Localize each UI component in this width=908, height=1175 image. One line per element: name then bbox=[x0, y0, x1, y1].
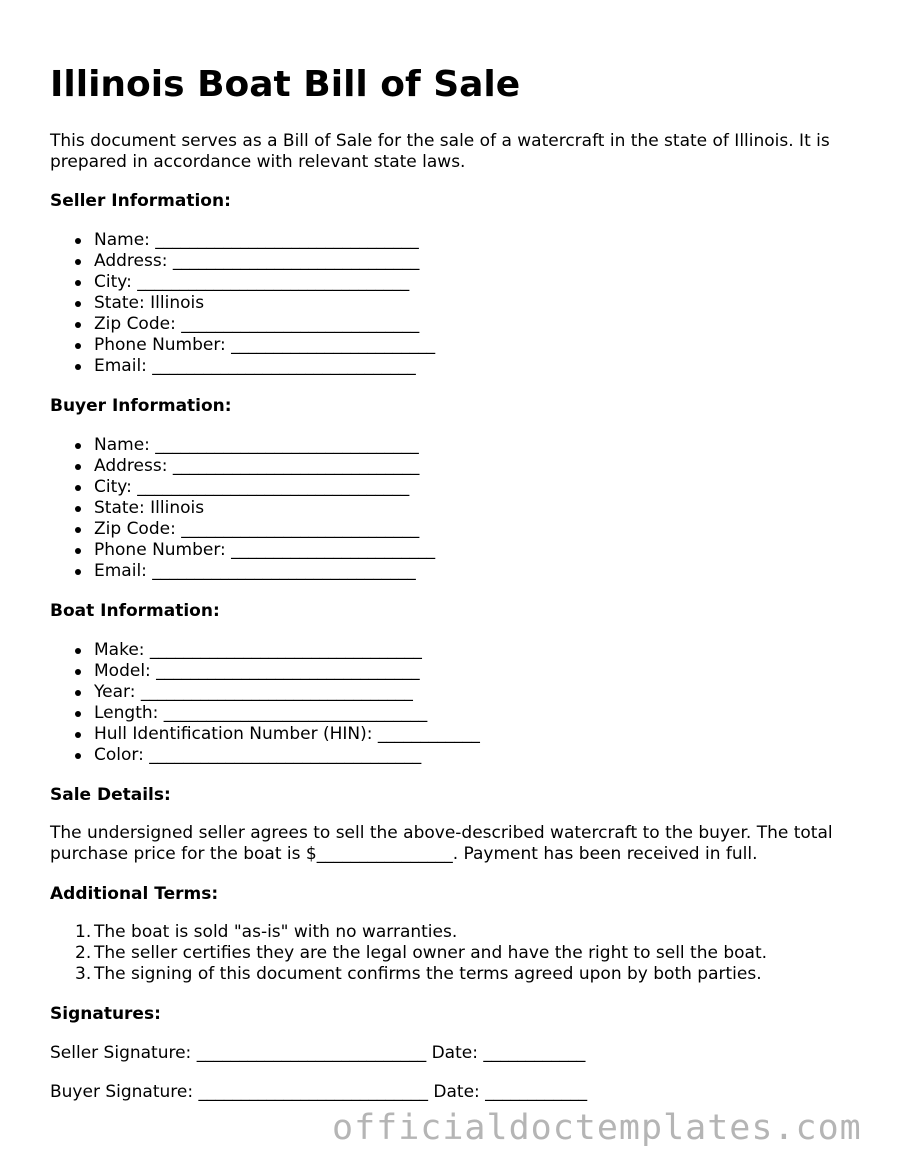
seller-address: Address: _____________________________ bbox=[50, 251, 435, 272]
seller-zip: Zip Code: ____________________________ bbox=[50, 314, 435, 335]
intro-paragraph: This document serves as a Bill of Sale for the sale of a watercraft in the state of Illinois. It is prepared in accordance with relevant state laws. bbox=[50, 131, 830, 172]
term-item: 2. The seller certifies they are the legal owner and have the right to sell the boat. bbox=[75, 943, 768, 963]
boat-make: Make: ________________________________ bbox=[50, 640, 480, 661]
boat-model: Model: _______________________________ bbox=[50, 661, 480, 682]
terms-heading: Additional Terms: bbox=[50, 884, 219, 904]
seller-list bbox=[50, 230, 435, 377]
boat-heading: Boat Information: bbox=[50, 601, 220, 621]
boat-year: Year: ________________________________ bbox=[50, 682, 480, 703]
seller-email: Email: _______________________________ bbox=[50, 356, 435, 377]
seller-city: City: ________________________________ bbox=[50, 272, 435, 293]
boat-hin: Hull Identification Number (HIN): ____________ bbox=[50, 724, 480, 745]
boat-list bbox=[50, 640, 480, 766]
term-item: 3. The signing of this document confirms the terms agreed upon by both parties. bbox=[75, 964, 762, 984]
signatures-heading: Signatures: bbox=[50, 1004, 161, 1024]
seller-name: Name: _______________________________ bbox=[50, 230, 435, 251]
seller-state: State: Illinois bbox=[50, 293, 435, 314]
seller-signature-line: Seller Signature: ___________________________ Date: ____________ bbox=[50, 1043, 586, 1063]
boat-color: Color: ________________________________ bbox=[50, 745, 480, 766]
term-item: 1. The boat is sold "as-is" with no warranties. bbox=[75, 922, 458, 942]
document-title: Illinois Boat Bill of Sale bbox=[50, 64, 521, 105]
buyer-email: Email: _______________________________ bbox=[50, 561, 435, 582]
buyer-zip: Zip Code: ____________________________ bbox=[50, 519, 435, 540]
buyer-state: State: Illinois bbox=[50, 498, 435, 519]
buyer-name: Name: _______________________________ bbox=[50, 435, 435, 456]
buyer-address: Address: _____________________________ bbox=[50, 456, 435, 477]
terms-list bbox=[50, 922, 767, 985]
sale-heading: Sale Details: bbox=[50, 785, 171, 805]
buyer-city: City: ________________________________ bbox=[50, 477, 435, 498]
sale-paragraph: The undersigned seller agrees to sell the above-described watercraft to the buyer. The total purchase price for the boat is $________________. Payment has been received in full. bbox=[50, 823, 833, 864]
buyer-heading: Buyer Information: bbox=[50, 396, 232, 416]
boat-length: Length: _______________________________ bbox=[50, 703, 480, 724]
buyer-list bbox=[50, 435, 435, 582]
seller-phone: Phone Number: ________________________ bbox=[50, 335, 435, 356]
buyer-phone: Phone Number: ________________________ bbox=[50, 540, 435, 561]
seller-heading: Seller Information: bbox=[50, 191, 231, 211]
buyer-signature-line: Buyer Signature: ___________________________ Date: ____________ bbox=[50, 1082, 588, 1102]
watermark-text: officialdoctemplates.com bbox=[332, 1108, 862, 1148]
